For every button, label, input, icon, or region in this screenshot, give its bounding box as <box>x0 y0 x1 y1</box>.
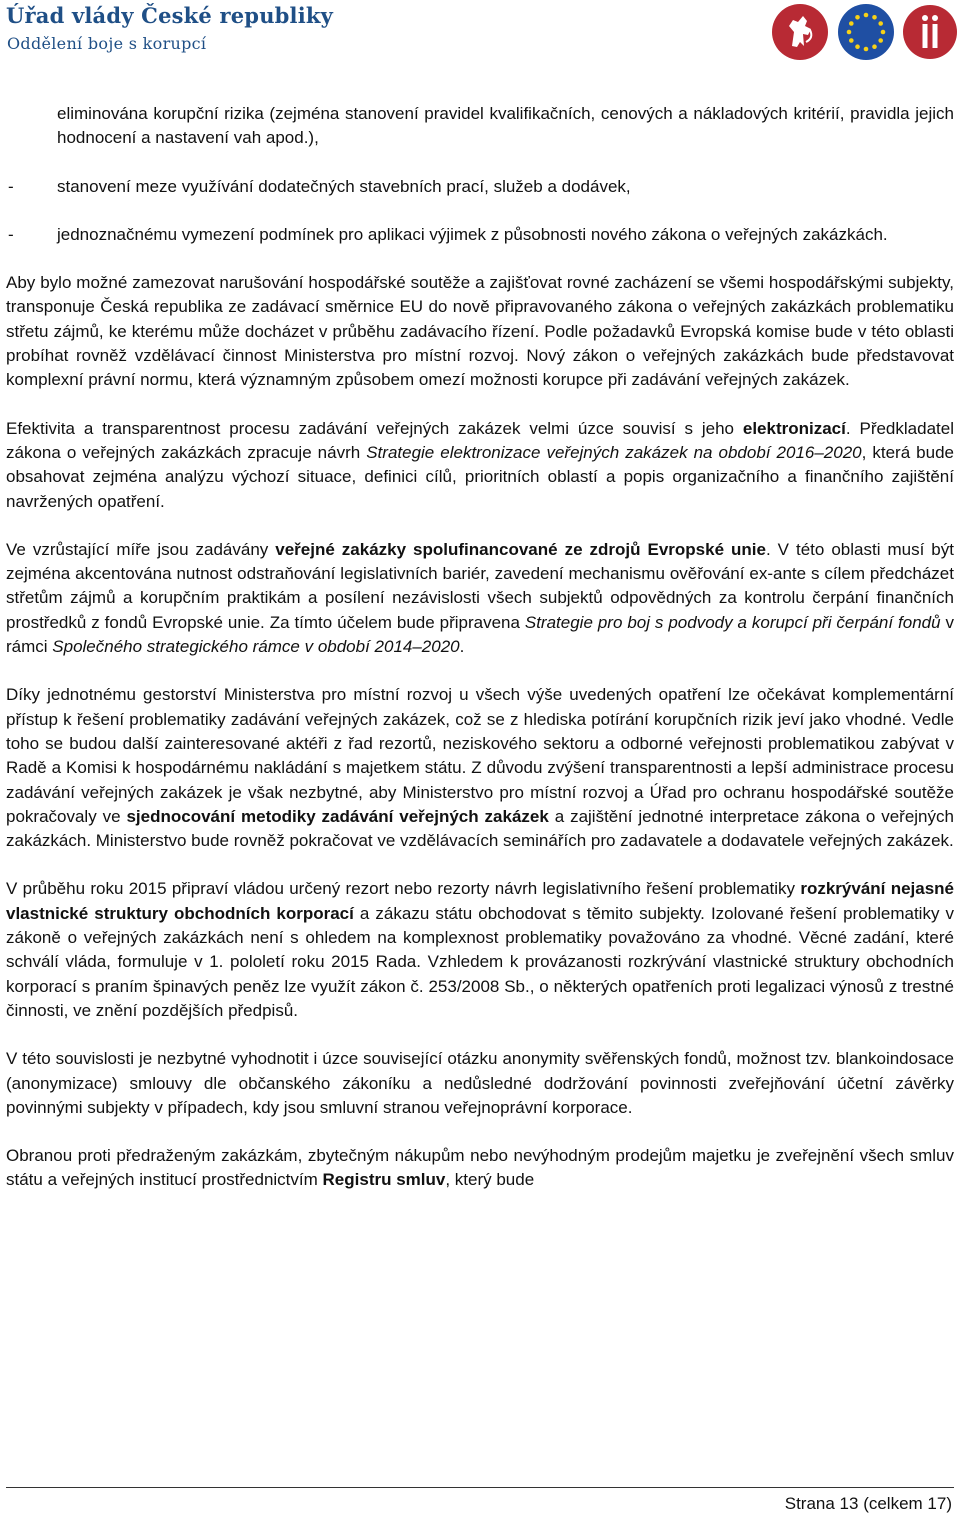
bold-term: rozkrývání nejasné vlastnické struktury obchodních korporací <box>6 879 954 923</box>
bold-term: veřejné zakázky spolufinancované ze zdrojů Evropské unie <box>275 539 766 559</box>
list-item <box>6 175 954 199</box>
header-subtitle: Oddělení boje s korupcí <box>7 34 207 53</box>
list-dash: - <box>8 176 14 196</box>
paragraph-conflict-of-interest: Aby bylo možné zamezovat narušování hospodářské soutěže a zajišťovat rovné zacházení se všemi hospodářskými subjekty, transponuje Česká republika ze zadávací směrnice EU do nově připravovaného zákona o veřejných zakázkách problematiku střetu zájmů, ke kterému může docházet v průběhu zadávacího řízení. Podle požadavků Evropská komise bude v této oblasti probíhat rovněž vzdělávací činnost Ministerstva pro místní rozvoj. Nový zákon o veřejných zakázkách bude představovat komplexní právní normu, která významným způsobem omezí možnosti korupce při zadávání veřejných zakázek. <box>6 273 954 390</box>
page-header <box>0 0 960 68</box>
paragraph-criteria: eliminována korupční rizika (zejména stanovení pravidel kvalifikačních, cenových a nákladových kritérií, pravidla jejich hodnocení a nastavení vah apod.), <box>57 104 954 148</box>
text-run: Obranou proti předraženým zakázkám, zbytečným nákupům nebo nevýhodným prodejům majetku je zveřejnění všech smluv státu a veřejných institucí prostřednictvím <box>6 1146 954 1190</box>
paragraph-e-procurement <box>6 417 954 514</box>
strategy-title: Strategie elektronizace veřejných zakázek na období 2016–2020 <box>366 442 862 462</box>
text-run: a zajištění jednotné interpretace zákona o veřejných zakázkách. Ministerstvo bude rovněž pokračovat ve vzdělávacích seminářích pro zadavatele a dodavatele veřejných zakázek. <box>6 806 954 851</box>
text-run: Efektivita a transparentnost procesu zadávání veřejných zakázek velmi úzce souvisí s jeho <box>6 418 743 438</box>
bold-term: elektronizací <box>742 418 846 438</box>
header-logos <box>770 2 960 62</box>
eu-stars-icon <box>836 2 896 62</box>
paragraph-ownership-structure <box>6 877 954 1023</box>
framework-title: Společného strategického rámce v období 2014–2020 <box>52 637 460 657</box>
header-title: Úřad vlády České republiky <box>6 3 334 28</box>
list-item-text: stanovení meze využívání dodatečných stavebních prací, služeb a dodávek, <box>57 176 631 196</box>
paragraph-contract-register <box>6 1144 954 1193</box>
text-run: v rámci <box>6 612 954 657</box>
list-item-text: jednoznačnému vymezení podmínek pro aplikaci výjimek z působnosti nového zákona o veřejných zakázkách. <box>57 224 888 244</box>
text-run: , která bude obsahovat zejména analýzu výchozí situace, definici cílů, prioritních oblastí a popis organizačního a finančního zajištění navržených opatření. <box>6 442 955 511</box>
text-run: a zákazu státu obchodovat s těmito subjekty. Izolované řešení problematiky v zákoně o veřejných zakázkách není s ohledem na komplexnost problematiky považováno za vhodné. Věcné zadání, které schválí vláda, formuluje v 1. pololetí roku 2015 Rada. Vzhledem k provázanosti rozkrývání vlastnické struktury obchodních korporací s praním špinavých peněz lze využít zákon č. 253/2008 Sb., o některých opatřeních proti legalizaci výnosů z trestné činnosti, ve znění pozdějších předpisů. <box>6 903 955 1020</box>
strategy-title: Strategie pro boj s podvody a korupcí při čerpání fondů <box>524 612 941 632</box>
page-number: Strana 13 (celkem 17) <box>784 1494 952 1513</box>
list-dash: - <box>8 224 14 244</box>
paragraph-eu-funds <box>6 538 954 659</box>
text-run: Díky jednotnému gestorství Ministerstva pro místní rozvoj u všech výše uvedených opatření lze očekávat komplementární přístup k řešení problematiky zadávání veřejných zakázek, což se z hlediska potírání korupčních rizik jeví jako vhodné. Vedle toho se budou další zainteresované aktéři z řad rezortů, neziskového sektoru a odborné veřejnosti problematikou zabývat v Radě a Komisi k hospodárnému nakládání s majetkem státu. Z důvodu zvýšení transparentnosti a lepší administrace procesu zadávání veřejných zakázek je však nezbytné, aby Ministerstvo pro místní rozvoj a Úřad pro ochranu hospodářské soutěže pokračovaly ve <box>6 685 954 826</box>
bold-term: Registru smluv <box>322 1170 446 1190</box>
paragraph-trust-funds: V této souvislosti je nezbytné vyhodnotit i úzce související otázku anonymity svěřenských fondů, možnost tzv. blankoindosace (anonymizace) smlouvy dle občanského zákoníku a nedůsledné dodržování povinnosti zveřejňování účetní závěrky povinnými subjekty v případech, kdy jsou smluvní stranou veřejnoprávní korporace. <box>6 1049 954 1117</box>
paragraph-methodology <box>6 683 954 853</box>
bold-term: sjednocování metodiky zadávání veřejných zakázek <box>126 806 549 826</box>
document-body <box>6 102 954 1193</box>
text-run: . Předkladatel zákona o veřejných zakázkách zpracuje návrh <box>6 418 954 462</box>
text-run: V průběhu roku 2015 připraví vládou určený rezort nebo rezorty návrh legislativního řešení problematiky <box>6 879 801 899</box>
list-item <box>6 223 954 247</box>
text-run: . <box>459 637 465 657</box>
ii-logo-icon <box>902 2 958 62</box>
czech-lion-icon <box>770 2 830 62</box>
text-run: . V této oblasti musí být zejména akcentována nutnost odstraňování legislativních bariér, zavedení mechanismu ověřování ex-ante s cílem předcházet střetům zájmů a korupčním praktikám a posílení nezávislosti všech subjektů odpovědných za kontrolu čerpání finančních prostředků z fondů Evropské unie. Za tímto účelem bude připravena <box>6 539 954 632</box>
text-run: , který bude <box>445 1170 535 1190</box>
text-run: Ve vzrůstající míře jsou zadávány <box>6 539 276 559</box>
footer-divider <box>6 1487 954 1488</box>
